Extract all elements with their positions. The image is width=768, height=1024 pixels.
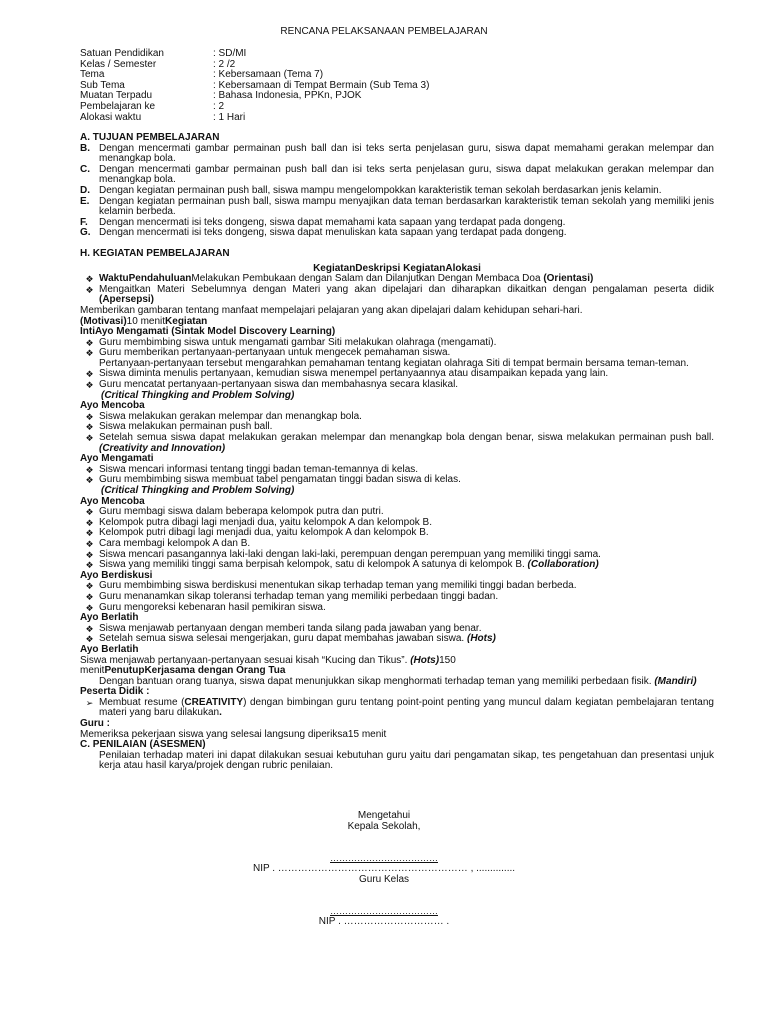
mengaitkan-text: Mengaitkan Materi Sebelumnya dengan Materi yang akan dipelajari dan diharapkan dikaitkan dengan pengalaman peserta didik bbox=[99, 283, 714, 295]
penutup-text: Dengan bantuan orang tuanya, siswa dapat menunjukkan sikap menghormati terhadap teman yang memiliki perbedaan fisik. bbox=[99, 675, 655, 687]
bullet-icon: ❖ bbox=[85, 274, 94, 285]
critical-thinking-tag-2: (Critical Thingking and Problem Solving) bbox=[101, 485, 295, 496]
list-item-text: Guru menanamkan sikap toleransi terhadap teman yang memiliki perbedaan tinggi badan. bbox=[99, 590, 499, 602]
list-item bbox=[80, 634, 714, 645]
document-title: RENCANA PELAKSANAAN PEMBELAJARAN bbox=[280, 26, 488, 37]
list-item-text: Guru memberikan pertanyaan-pertanyaan untuk mengecek pemahaman siswa. bbox=[99, 347, 451, 359]
block5-list bbox=[80, 581, 714, 613]
tujuan-item bbox=[80, 165, 714, 186]
guru-kelas-label: Guru Kelas bbox=[358, 874, 410, 885]
identity-value: : SD/MI bbox=[213, 48, 247, 59]
block4-last-text: Siswa yang memiliki tinggi sama berpisah kelompok, satu di kelompok A satunya di kelompok B. bbox=[99, 559, 528, 571]
bullet-icon: ❖ bbox=[85, 337, 94, 348]
tujuan-text: Dengan mencermati isi teks dongeng, siswa dapat memahami kata sapaan yang terdapat pada dongeng. bbox=[99, 216, 566, 228]
nip-line-1: NIP . ………………………………………………… , .............. bbox=[252, 863, 516, 874]
list-item bbox=[80, 539, 714, 550]
inti-label: IntiAyo Mengamati bbox=[80, 326, 169, 338]
tujuan-text: Dengan mencermati gambar permainan push ball dan isi teks serta penjelasan guru, siswa dapat memahami gerakan melempar dan menangkap bola. bbox=[99, 142, 714, 165]
identity-block bbox=[80, 49, 429, 123]
identity-value: : 1 Hari bbox=[213, 111, 246, 123]
bullet-icon: ❖ bbox=[85, 591, 94, 602]
block3-list bbox=[80, 465, 714, 486]
bullet-icon: ❖ bbox=[85, 517, 94, 528]
penilaian-text: Penilaian terhadap materi ini dapat dilakukan sesuai kebutuhan guru yaitu dari pengamatan sikap, tes pengetahuan dan presentasi unjuk kerja atau hasil karya/projek dengan rubric penilaian. bbox=[99, 749, 714, 772]
tujuan-list bbox=[80, 144, 714, 239]
motivasi-tag: (Motivasi) bbox=[80, 315, 127, 327]
identity-label: Tema bbox=[80, 69, 105, 81]
menit-word: menit bbox=[80, 665, 105, 677]
tujuan-item bbox=[80, 228, 714, 239]
identity-value: : 2 /2 bbox=[213, 58, 236, 70]
list-item-text: Siswa diminta menulis pertanyaan, kemudian siswa menempel pertanyaannya atau disampaikan kepada yang lain. bbox=[99, 368, 609, 380]
list-item bbox=[80, 285, 714, 306]
kisah-text: Siswa menjawab pertanyaan-pertanyaan sesuai kisah “Kucing dan Tikus”. bbox=[80, 654, 411, 666]
bullet-icon: ❖ bbox=[85, 380, 94, 391]
bullet-icon: ❖ bbox=[85, 623, 94, 634]
signature-line-1 bbox=[0, 853, 768, 864]
list-item bbox=[80, 560, 714, 571]
ayo-berlatih-heading-2: Ayo Berlatih bbox=[80, 643, 139, 655]
signature-line-2 bbox=[0, 906, 768, 917]
ayo-berdiskusi-heading: Ayo Berdiskusi bbox=[80, 569, 153, 581]
identity-value: : 2 bbox=[213, 100, 225, 112]
bullet-icon: ❖ bbox=[85, 507, 94, 518]
orientasi-tag: (Orientasi) bbox=[543, 273, 594, 285]
tujuan-marker: C. bbox=[80, 163, 90, 175]
ayo-mencoba-heading: Ayo Mencoba bbox=[80, 400, 145, 412]
kisah-duration: 150 bbox=[439, 654, 456, 666]
signature-dots-1: ……………………………… bbox=[330, 853, 438, 863]
identity-value: : Bahasa Indonesia, PPKn, PJOK bbox=[213, 90, 362, 102]
tujuan-marker: D. bbox=[80, 184, 90, 196]
bullet-icon: ❖ bbox=[85, 475, 94, 486]
resume-pre: Membuat resume ( bbox=[99, 696, 185, 708]
list-item-text: Guru membimbing siswa berdiskusi menentukan sikap terhadap teman yang memiliki tinggi badan berbeda. bbox=[99, 580, 577, 592]
list-item bbox=[80, 433, 714, 454]
memberikan-text: Memberikan gambaran tentang manfaat mempelajari pelajaran yang akan dipelajari dalam kehidupan sehari-hari. bbox=[80, 304, 583, 316]
ayo-berlatih-heading: Ayo Berlatih bbox=[80, 612, 139, 624]
bullet-icon: ❖ bbox=[85, 411, 94, 422]
document-body bbox=[80, 133, 714, 772]
bullet-icon: ❖ bbox=[85, 422, 94, 433]
list-item bbox=[80, 592, 714, 603]
bullet-icon: ❖ bbox=[85, 284, 94, 295]
tujuan-text: Dengan mencermati isi teks dongeng, siswa dapat menuliskan kata sapaan yang terdapat pada dongeng. bbox=[99, 227, 567, 239]
kegiatan-word: Kegiatan bbox=[165, 315, 208, 327]
creativity-word: CREATIVITY bbox=[184, 696, 244, 708]
mandiri-tag: (Mandiri) bbox=[654, 675, 697, 687]
pendahuluan-text: Melakukan Pembukaan dengan Salam dan Dilanjutkan Dengan Membaca Doa bbox=[191, 273, 544, 285]
block4-list bbox=[80, 507, 714, 560]
kegiatan-heading: H. KEGIATAN PEMBELAJARAN bbox=[80, 247, 230, 259]
identity-row bbox=[80, 102, 429, 113]
list-item-text: Siswa mencari informasi tentang tinggi badan teman-temannya di kelas. bbox=[99, 463, 419, 475]
bullet-icon: ❖ bbox=[85, 538, 94, 549]
penilaian-heading: C. PENILAIAN (ASESMEN) bbox=[80, 739, 206, 751]
block1b-list bbox=[80, 369, 714, 390]
list-item-text: Siswa melakukan gerakan melempar dan menangkap bola. bbox=[99, 410, 362, 422]
resume-post: ) dengan bimbingan guru tentang point-point penting yang muncul dalam kegiatan pembelajaran tentang materi yang baru dilakukan bbox=[99, 696, 714, 719]
mengetahui-label: Mengetahui bbox=[357, 810, 411, 821]
block2-last-text: Setelah semua siswa dapat melakukan gerakan melempar dan menangkap bola dengan benar, siswa melakukan permainan push ball. bbox=[99, 432, 714, 444]
tujuan-marker: E. bbox=[80, 195, 90, 207]
hots-tag: (Hots) bbox=[466, 633, 496, 645]
list-item bbox=[80, 698, 714, 719]
block6-text: Siswa menjawab pertanyaan dengan memberi tanda silang pada jawaban yang benar. bbox=[99, 622, 482, 634]
ayo-mencoba-heading-2: Ayo Mencoba bbox=[80, 495, 145, 507]
list-item-text: Guru membagi siswa dalam beberapa kelompok putra dan putri. bbox=[99, 506, 384, 518]
list-item-text: Guru mencatat pertanyaan-pertanyaan siswa dan membahasnya secara klasikal. bbox=[99, 379, 459, 391]
guru-text: Memeriksa pekerjaan siswa yang selesai langsung diperiksa15 menit bbox=[80, 728, 387, 740]
collaboration-tag: (Collaboration) bbox=[527, 559, 599, 571]
bullet-icon: ❖ bbox=[85, 348, 94, 359]
tujuan-text: Dengan mencermati gambar permainan push ball dan isi teks serta penjelasan guru, siswa dapat melakukan gerakan melempar dan menangkap bola. bbox=[99, 163, 714, 186]
kepala-sekolah-label: Kepala Sekolah, bbox=[347, 821, 421, 832]
identity-row bbox=[80, 49, 429, 60]
apersepsi-tag: (Apersepsi) bbox=[99, 294, 155, 306]
list-item-text: Kelompok putri dibagi lagi menjadi dua, yaitu kelompok A dan kelompok B. bbox=[99, 527, 429, 539]
penutup-paragraph bbox=[80, 677, 714, 688]
critical-thinking-tag: (Critical Thingking and Problem Solving) bbox=[101, 389, 295, 401]
pendahuluan-label: WaktuPendahuluan bbox=[99, 273, 192, 285]
list-item-text: Guru membimbing siswa membuat tabel pengamatan tinggi badan siswa di kelas. bbox=[99, 474, 461, 486]
kegiatan-table-header: KegiatanDeskripsi KegiatanAlokasi bbox=[313, 262, 481, 274]
peserta-didik-label: Peserta Didik : bbox=[80, 686, 150, 698]
tujuan-marker: F. bbox=[80, 216, 88, 228]
identity-label: Muatan Terpadu bbox=[80, 90, 153, 102]
identity-label: Sub Tema bbox=[80, 79, 125, 91]
bullet-icon: ❖ bbox=[85, 602, 94, 613]
tujuan-heading: A. TUJUAN PEMBELAJARAN bbox=[80, 132, 220, 143]
bullet-icon: ❖ bbox=[85, 634, 94, 645]
bullet-icon: ❖ bbox=[85, 433, 94, 444]
nip-line-2: NIP . ………………………… . bbox=[318, 916, 450, 927]
identity-label: Satuan Pendidikan bbox=[80, 48, 164, 59]
tujuan-marker: G. bbox=[80, 227, 91, 239]
list-item-text: Siswa mencari pasangannya laki-laki dengan laki-laki, perempuan dengan perempuan yang memiliki tinggi sama. bbox=[99, 548, 601, 560]
block1-continuation: Pertanyaan-pertanyaan tersebut mengarahkan pemahaman tentang kegiatan olahraga Siti di tempat bermain bersama teman-teman. bbox=[99, 357, 689, 369]
identity-value: : Kebersamaan (Tema 7) bbox=[213, 69, 324, 81]
penutup-label: PenutupKerjasama dengan Orang Tua bbox=[104, 665, 286, 677]
block2-list bbox=[80, 412, 714, 433]
list-item-text: Cara membagi kelompok A dan B. bbox=[99, 537, 251, 549]
creativity-tag: (Creativity and Innovation) bbox=[99, 442, 226, 454]
identity-row bbox=[80, 113, 429, 124]
identity-label: Alokasi waktu bbox=[80, 111, 142, 123]
identity-label: Pembelajaran ke bbox=[80, 100, 156, 112]
block6-last-text: Setelah semua siswa selesai mengerjakan, guru dapat membahas jawaban siswa. bbox=[99, 633, 467, 645]
motivasi-duration: 10 menit bbox=[126, 315, 166, 327]
list-item-text: Kelompok putra dibagi lagi menjadi dua, yaitu kelompok A dan kelompok B. bbox=[99, 516, 432, 528]
block1-list bbox=[80, 338, 714, 359]
arrow-icon: ➢ bbox=[85, 697, 94, 708]
identity-label: Kelas / Semester bbox=[80, 58, 157, 70]
tujuan-item bbox=[80, 186, 714, 197]
signature-dots-2: ……………………………… bbox=[330, 906, 438, 916]
tujuan-text: Dengan kegiatan permainan push ball, siswa mampu menyajikan data teman berdasarkan karakteristik teman sekolah yang memiliki jenis kelamin berbeda. bbox=[99, 195, 714, 218]
hots-tag-2: (Hots) bbox=[410, 654, 440, 666]
resume-end: . bbox=[219, 707, 222, 719]
list-item-text: Guru membimbing siswa untuk mengamati gambar Siti melakukan olahraga (mengamati). bbox=[99, 336, 497, 348]
list-item-text: Guru mengoreksi kebenaran hasil pemikiran siswa. bbox=[99, 601, 326, 613]
tujuan-item bbox=[80, 144, 714, 165]
guru-label: Guru : bbox=[80, 718, 110, 730]
tujuan-text: Dengan kegiatan permainan push ball, siswa mampu mengelompokkan karakteristik teman sekolah berdasarkan jenis kelamin. bbox=[99, 184, 662, 196]
identity-value: : Kebersamaan di Tempat Bermain (Sub Tema 3) bbox=[213, 79, 430, 91]
ayo-mengamati-heading: Ayo Mengamati bbox=[80, 453, 154, 465]
bullet-icon: ❖ bbox=[85, 528, 94, 539]
tujuan-item bbox=[80, 197, 714, 218]
bullet-icon: ❖ bbox=[85, 560, 94, 571]
list-item bbox=[80, 603, 714, 614]
bullet-icon: ❖ bbox=[85, 369, 94, 380]
bullet-icon: ❖ bbox=[85, 581, 94, 592]
bullet-icon: ❖ bbox=[85, 464, 94, 475]
bullet-icon: ❖ bbox=[85, 549, 94, 560]
list-item-text: Siswa melakukan permainan push ball. bbox=[99, 421, 273, 433]
sintak-label: (Sintak Model Discovery Learning) bbox=[168, 326, 336, 338]
tujuan-marker: B. bbox=[80, 142, 90, 154]
